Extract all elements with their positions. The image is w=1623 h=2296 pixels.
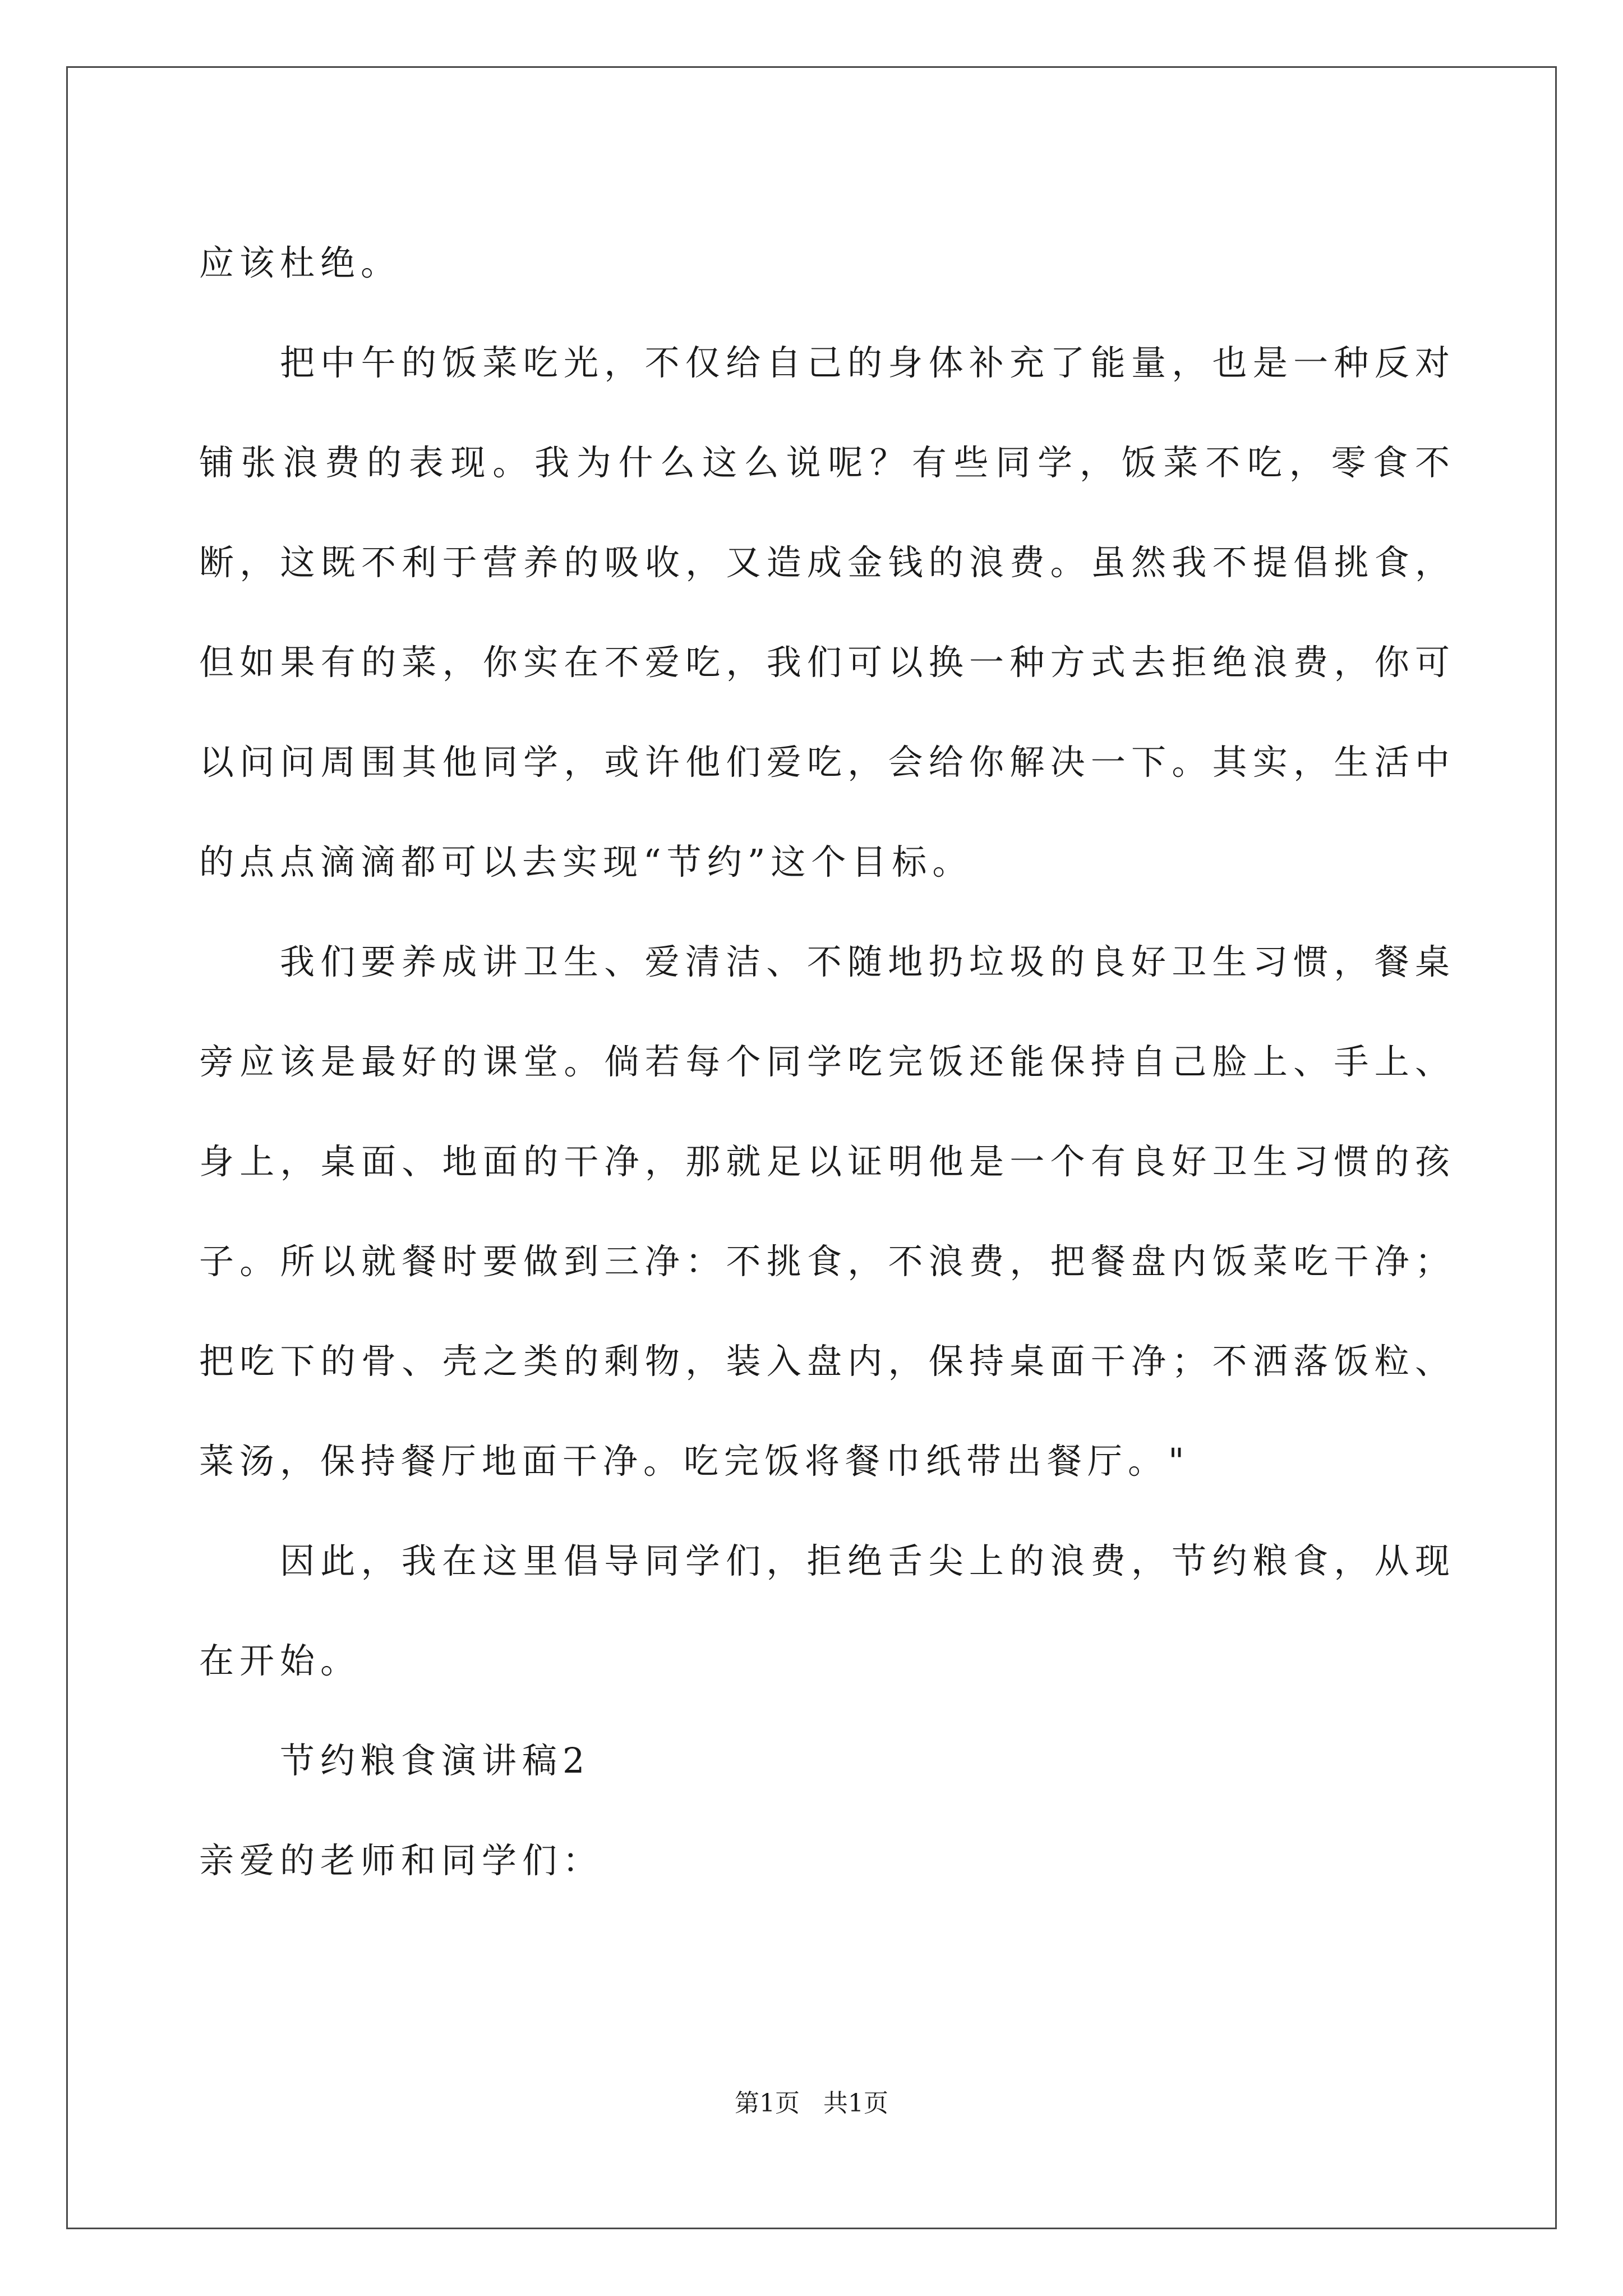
paragraph-2: 把中午的饭菜吃光，不仅给自己的身体补充了能量，也是一种反对铺张浪费的表现。我为什么这么说呢？有些同学，饭菜不吃，零食不断，这既不利于营养的吸收，又造成金钱的浪费。虽然我不提倡挑食，但如果有的菜，你实在不爱吃，我们可以换一种方式去拒绝浪费，你可以问问周围其他同学，或许他们爱吃，会给你解决一下。其实，生活中的点点滴滴都可以去实现“节约”这个目标。: [199, 342, 1455, 882]
page-footer: [0, 2087, 1623, 2120]
paragraph-1: 应该杜绝。: [199, 242, 402, 283]
page-number: 第1页 共1页: [735, 2089, 888, 2118]
paragraph-4: 因此，我在这里倡导同学们，拒绝舌尖上的浪费，节约粮食，从现在开始。: [199, 1540, 1455, 1681]
salutation: 亲爱的老师和同学们：: [199, 1840, 603, 1881]
paragraph-3: 我们要养成讲卫生、爱清洁、不随地扔垃圾的良好卫生习惯，餐桌旁应该是最好的课堂。倘若每个同学吃完饭还能保持自己脸上、手上、身上，桌面、地面的干净，那就足以证明他是一个有良好卫生习惯的孩子。所以就餐时要做到三净：不挑食，不浪费，把餐盘内饭菜吃干净；把吃下的骨、壳之类的剩物，装入盘内，保持桌面干净；不洒落饭粒、菜汤，保持餐厅地面干净。吃完饭将餐巾纸带出餐厅。": [199, 941, 1455, 1481]
document-body: [199, 213, 1455, 1911]
section-heading: 节约粮食演讲稿2: [280, 1740, 591, 1781]
